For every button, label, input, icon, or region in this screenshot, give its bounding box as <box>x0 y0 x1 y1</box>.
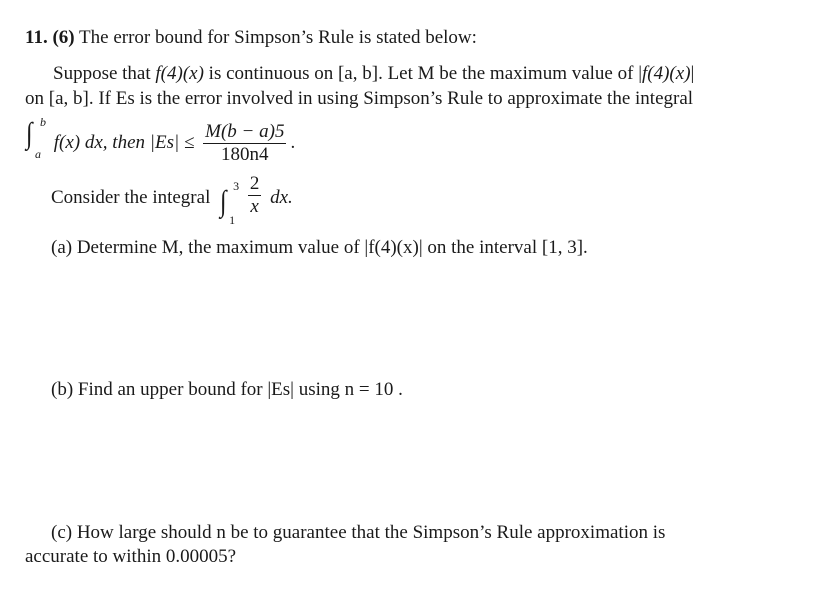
error-bound-denominator: 180n4 <box>221 144 269 166</box>
integrand-numerator: 2 <box>249 173 260 194</box>
statement-text-2: on [a, b]. If Es is the error involved in using Simpson’s Rule to approximate the integral <box>25 88 694 109</box>
statement-text-1c: | <box>690 63 695 84</box>
integral-2-upper-limit: 3 <box>233 179 240 193</box>
integral-2-lower-limit: 1 <box>229 213 236 227</box>
error-bound-numerator: M(b − a)5 <box>205 121 285 143</box>
consider-line <box>51 173 293 227</box>
part-c-line-2 <box>25 545 236 569</box>
consider-label: Consider the integral <box>51 187 211 208</box>
statement-text-1b: is continuous on [a, b]. Let M be the maximum value of | <box>203 63 642 84</box>
statement-line-2 <box>25 87 693 111</box>
question-number: 11. <box>25 27 48 48</box>
part-a-text: (a) Determine M, the maximum value of |f(4)(x)| on the interval [1, 3]. <box>51 237 588 258</box>
f4-symbol: f(4)(x) <box>155 63 204 84</box>
integral-upper-limit: b <box>40 115 46 129</box>
integral-lower-limit: a <box>35 147 41 161</box>
integrand-denominator: x <box>250 196 259 217</box>
integrand-text: f(x) dx, then |Es| ≤ <box>53 132 195 153</box>
error-bound-fraction <box>203 122 286 165</box>
question-header <box>25 26 477 50</box>
part-b-text: (b) Find an upper bound for |Es| using n = 10 . <box>51 379 403 400</box>
statement-text-1a: Suppose that <box>53 63 156 84</box>
question-title: The error bound for Simpson’s Rule is stated below: <box>79 27 477 48</box>
part-c-line-1 <box>51 521 665 545</box>
consider-tail: dx. <box>270 187 293 208</box>
part-c-text-1: (c) How large should n be to guarantee that the Simpson’s Rule approximation is <box>51 522 666 543</box>
f4-symbol-abs: f(4)(x) <box>642 63 691 84</box>
integrand-fraction <box>248 174 262 217</box>
part-b <box>51 378 403 402</box>
integral-sign: ∫ b a <box>25 112 49 152</box>
statement-line-3: ∫ b a f(x) dx, then |Es| ≤ $\frac{M(b - a)5}{180n4}$ . <box>25 112 295 162</box>
statement-line-1 <box>53 62 694 86</box>
integral-sign-2: ∫ 3 1 <box>215 176 239 216</box>
question-points: (6) <box>52 27 75 48</box>
part-c-text-2: accurate to within 0.00005? <box>25 546 237 567</box>
part-a <box>51 236 588 260</box>
